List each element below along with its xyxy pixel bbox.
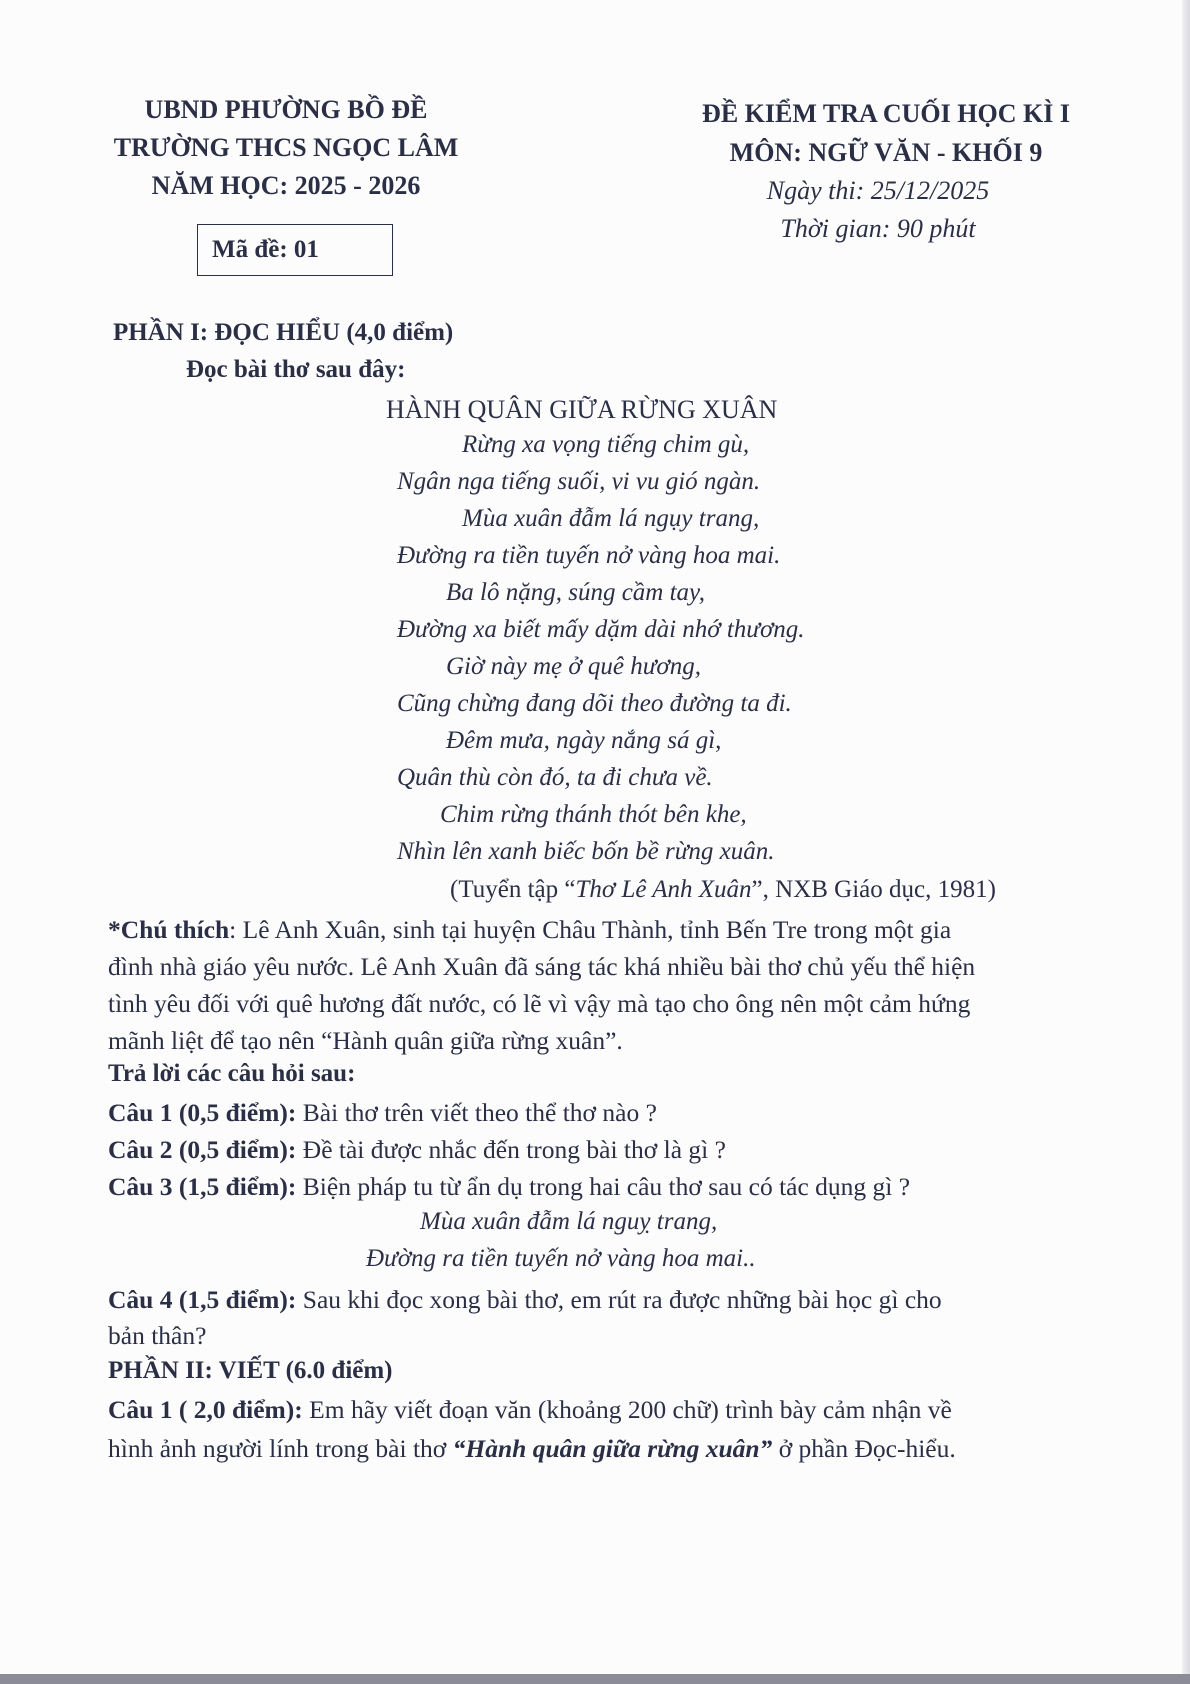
poem-line: Rừng xa vọng tiếng chim gù, [462, 431, 750, 458]
poem-line: Ba lô nặng, súng cầm tay, [446, 579, 706, 606]
question-label: Câu 1 ( 2,0 điểm): [108, 1395, 303, 1424]
school-name: TRƯỜNG THCS NGỌC LÂM [113, 133, 459, 162]
question-label: Câu 3 (1,5 điểm): [108, 1172, 297, 1201]
note-line: *Chú thích: Lê Anh Xuân, sinh tại huyện Châu Thành, tỉnh Bến Tre trong một gia [108, 915, 952, 944]
part1-instruction: Đọc bài thơ sau đây: [186, 356, 406, 383]
note-label: *Chú thích [108, 915, 230, 944]
poem-source-book: Thơ Lê Anh Xuân [575, 876, 752, 903]
scan-edge [1182, 0, 1190, 1684]
poem-line: Chim rừng thánh thót bên khe, [440, 801, 747, 828]
exam-code-box [197, 224, 393, 276]
answer-prompt: Trả lời các câu hỏi sau: [108, 1060, 356, 1087]
poem-line: Cũng chừng đang dõi theo đường ta đi. [397, 690, 792, 717]
question-4: Câu 4 (1,5 điểm): Sau khi đọc xong bài thơ, em rút ra được những bài học gì cho [108, 1285, 942, 1314]
exam-code: Mã đề: 01 [212, 236, 319, 263]
poem-title: HÀNH QUÂN GIỮA RỪNG XUÂN [386, 395, 778, 424]
poem-line: Giờ này mẹ ở quê hương, [446, 653, 702, 680]
school-year: NĂM HỌC: 2025 - 2026 [151, 171, 421, 200]
question-2: Câu 2 (0,5 điểm): Đề tài được nhắc đến trong bài thơ là gì ? [108, 1135, 726, 1164]
writing-question-1: Câu 1 ( 2,0 điểm): Em hãy viết đoạn văn (khoảng 200 chữ) trình bày cảm nhận về [108, 1395, 952, 1424]
question-label: Câu 2 (0,5 điểm): [108, 1135, 297, 1164]
scan-bottom-edge [0, 1674, 1190, 1684]
part1-heading: PHẦN I: ĐỌC HIỂU (4,0 điểm) [113, 319, 454, 346]
quote-line: Mùa xuân đẫm lá nguỵ trang, [420, 1208, 718, 1235]
writing-question-1-cont: hình ảnh người lính trong bài thơ “Hành quân giữa rừng xuân” ở phần Đọc-hiểu. [108, 1434, 956, 1463]
poem-line: Đêm mưa, ngày nắng sá gì, [446, 727, 722, 754]
question-label: Câu 4 (1,5 điểm): [108, 1285, 297, 1314]
exam-duration: Thời gian: 90 phút [780, 214, 976, 243]
poem-line: Ngân nga tiếng suối, vi vu gió ngàn. [397, 468, 761, 495]
note-line: tình yêu đối với quê hương đất nước, có lẽ vì vậy mà tạo cho ông nên một cảm hứng [108, 989, 971, 1018]
quote-line: Đường ra tiền tuyến nở vàng hoa mai.. [366, 1245, 756, 1272]
part2-heading: PHẦN II: VIẾT (6.0 điểm) [108, 1357, 393, 1384]
question-1: Câu 1 (0,5 điểm): Bài thơ trên viết theo thể thơ nào ? [108, 1098, 657, 1127]
district-name: UBND PHƯỜNG BỒ ĐỀ [144, 95, 428, 124]
poem-line: Đường xa biết mấy dặm dài nhớ thương. [397, 616, 805, 643]
poem-title-reference: “Hành quân giữa rừng xuân” [452, 1434, 773, 1463]
question-label: Câu 1 (0,5 điểm): [108, 1098, 297, 1127]
exam-date: Ngày thi: 25/12/2025 [766, 176, 990, 205]
poem-line: Quân thù còn đó, ta đi chưa về. [397, 764, 713, 791]
question-3: Câu 3 (1,5 điểm): Biện pháp tu từ ẩn dụ trong hai câu thơ sau có tác dụng gì ? [108, 1172, 911, 1201]
exam-subject: MÔN: NGỮ VĂN - KHỐI 9 [729, 138, 1043, 167]
note-line: mãnh liệt để tạo nên “Hành quân giữa rừng xuân”. [108, 1026, 623, 1055]
exam-title: ĐỀ KIỂM TRA CUỐI HỌC KÌ I [702, 99, 1070, 128]
question-4-cont: bản thân? [108, 1321, 207, 1350]
note-line: đình nhà giáo yêu nước. Lê Anh Xuân đã sáng tác khá nhiều bài thơ chủ yếu thể hiện [108, 952, 976, 981]
poem-source: (Tuyển tập “Thơ Lê Anh Xuân”, NXB Giáo dục, 1981) [450, 876, 996, 903]
poem-line: Mùa xuân đẫm lá ngụy trang, [462, 505, 760, 532]
poem-line: Nhìn lên xanh biếc bốn bề rừng xuân. [397, 838, 775, 865]
poem-line: Đường ra tiền tuyến nở vàng hoa mai. [397, 542, 781, 569]
